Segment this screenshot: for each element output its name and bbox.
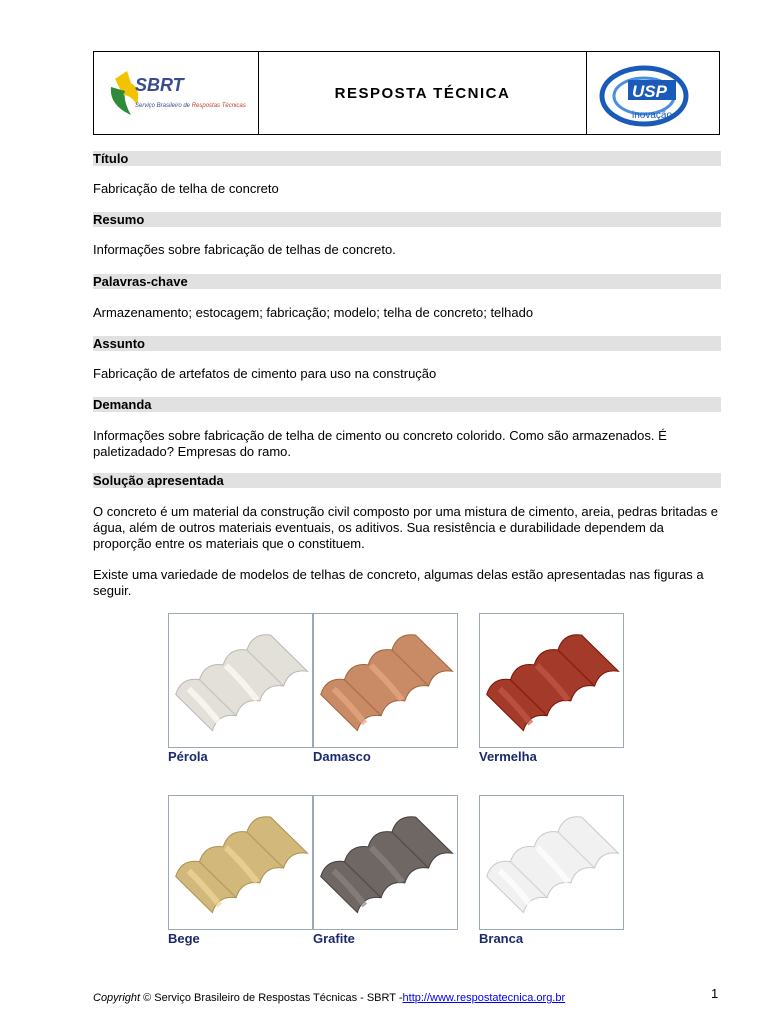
- svg-text:Serviço Brasileiro de Resposta: [135, 103, 246, 109]
- tile-image-1: [313, 613, 458, 748]
- document-header: [93, 51, 720, 135]
- footer: [93, 992, 565, 1004]
- section-resumo-label: Resumo: [93, 212, 721, 227]
- tile-caption-4: Grafite: [313, 931, 355, 946]
- section-demanda-label: Demanda: [93, 397, 721, 412]
- footer-link[interactable]: http://www.respostatecnica.org.br: [402, 992, 566, 1004]
- tile-image-2: [479, 613, 624, 748]
- section-resumo-text: Informações sobre fabricação de telhas de concreto.: [93, 242, 396, 257]
- tile-caption-0: Pérola: [168, 749, 208, 764]
- section-palavras-label: Palavras-chave: [93, 274, 721, 289]
- usp-logo-graphic: [598, 56, 708, 130]
- sbrt-logo-text: SBRT: [135, 75, 184, 95]
- section-assunto-text: Fabricação de artefatos de cimento para uso na construção: [93, 366, 437, 381]
- tile-caption-3: Bege: [168, 931, 200, 946]
- usp-logo-text: USP: [632, 82, 667, 101]
- usp-logo: [587, 52, 719, 134]
- section-solucao-label: Solução apresentada: [93, 473, 721, 488]
- document-title: RESPOSTA TÉCNICA: [334, 84, 511, 102]
- section-solucao-p2: Existe uma variedade de modelos de telhas de concreto, algumas delas estão apresentadas nas figuras a seguir.: [93, 567, 704, 598]
- tile-caption-2: Vermelha: [479, 749, 537, 764]
- section-demanda-text: Informações sobre fabricação de telha de cimento ou concreto colorido. Como são armazenados. É paletizadado? Empresas do ramo.: [93, 428, 667, 459]
- tile-image-4: [313, 795, 458, 930]
- tile-image-0: [168, 613, 313, 748]
- tile-image-3: [168, 795, 313, 930]
- sbrt-logo: [94, 52, 259, 134]
- section-assunto-label: Assunto: [93, 336, 721, 351]
- tile-image-5: [479, 795, 624, 930]
- sbrt-tagline-b: Respostas Técnicas: [191, 103, 246, 109]
- sbrt-tagline-a: Serviço Brasileiro de: [135, 103, 192, 109]
- section-palavras-text: Armazenamento; estocagem; fabricação; modelo; telha de concreto; telhado: [93, 305, 534, 320]
- usp-logo-sub: inovação: [632, 110, 673, 121]
- footer-copyright-word: Copyright: [93, 992, 141, 1004]
- tile-caption-5: Branca: [479, 931, 524, 946]
- title-cell: [259, 52, 587, 134]
- page-number: 1: [711, 986, 719, 1001]
- section-titulo-text: Fabricação de telha de concreto: [93, 181, 279, 196]
- section-solucao-p1: O concreto é um material da construção civil composto por uma mistura de cimento, areia, pedras britadas e água, além de outros materiais eventuais, os aditivos. Sua resistência e durabilidade dependem da proporção entre os materiais que o constituem.: [93, 504, 719, 551]
- section-titulo-label: Título: [93, 151, 721, 166]
- tile-caption-1: Damasco: [313, 749, 371, 764]
- footer-text: © Serviço Brasileiro de Respostas Técnicas - SBRT -: [140, 992, 403, 1004]
- sbrt-logo-graphic: [101, 65, 251, 121]
